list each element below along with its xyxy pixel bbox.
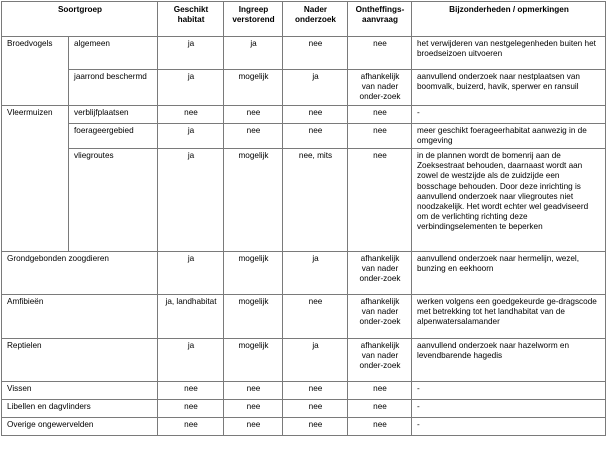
opmerking-cell: -: [412, 418, 606, 436]
opmerking-cell: -: [412, 105, 606, 123]
ingreep-cell: nee: [224, 382, 283, 400]
ingreep-cell: mogelijk: [224, 252, 283, 295]
nader-cell: ja: [283, 252, 348, 295]
ontheffing-cell: nee: [348, 400, 412, 418]
species-assessment-table: [1, 1, 606, 436]
ontheffing-cell: nee: [348, 149, 412, 252]
nader-cell: nee: [283, 37, 348, 70]
ontheffing-cell: nee: [348, 37, 412, 70]
nader-cell: ja: [283, 70, 348, 106]
table-row: [2, 418, 606, 436]
opmerking-cell: aanvullend onderzoek naar nestplaatsen van boomvalk, buizerd, havik, sperwer en ransuil: [412, 70, 606, 106]
ingreep-cell: nee: [224, 400, 283, 418]
subgroup-cell: algemeen: [69, 37, 158, 70]
ontheffing-cell: afhankelijk van nader onder-zoek: [348, 295, 412, 339]
subgroup-cell: jaarrond beschermd: [69, 70, 158, 106]
geschikt-cell: ja: [158, 149, 224, 252]
opmerking-cell: -: [412, 382, 606, 400]
group-cell: Grondgebonden zoogdieren: [2, 252, 158, 295]
ontheffing-cell: afhankelijk van nader onder-zoek: [348, 70, 412, 106]
opmerking-cell: het verwijderen van nestgelegenheden buiten het broedseizoen uitvoeren: [412, 37, 606, 70]
ontheffing-cell: nee: [348, 382, 412, 400]
table-header-row: [2, 2, 606, 37]
subgroup-cell: verblijfplaatsen: [69, 105, 158, 123]
ingreep-cell: nee: [224, 123, 283, 148]
header-soortgroep: Soortgroep: [2, 2, 158, 37]
opmerking-cell: aanvullend onderzoek naar hazelworm en levendbarende hagedis: [412, 339, 606, 382]
geschikt-cell: ja: [158, 70, 224, 106]
geschikt-cell: ja, landhabitat: [158, 295, 224, 339]
opmerking-cell: meer geschikt foerageerhabitat aanwezig in de omgeving: [412, 123, 606, 148]
table-row: [2, 105, 606, 123]
ingreep-cell: nee: [224, 418, 283, 436]
geschikt-cell: ja: [158, 123, 224, 148]
table-row: [2, 149, 606, 252]
group-cell: Reptielen: [2, 339, 158, 382]
table-row: [2, 252, 606, 295]
opmerking-cell: werken volgens een goedgekeurde ge-dragscode met betrekking tot het landhabitat van de alpenwatersalamander: [412, 295, 606, 339]
table-row: [2, 339, 606, 382]
header-geschikt-habitat: Geschikt habitat: [158, 2, 224, 37]
group-cell: Vissen: [2, 382, 158, 400]
header-bijzonderheden: Bijzonderheden / opmerkingen: [412, 2, 606, 37]
group-cell: Libellen en dagvlinders: [2, 400, 158, 418]
table-row: [2, 123, 606, 148]
group-cell: Broedvogels: [2, 37, 69, 106]
table-row: [2, 295, 606, 339]
ingreep-cell: mogelijk: [224, 149, 283, 252]
opmerking-cell: -: [412, 400, 606, 418]
opmerking-cell: aanvullend onderzoek naar hermelijn, wezel, bunzing en eekhoorn: [412, 252, 606, 295]
header-ingreep-verstorend: Ingreep verstorend: [224, 2, 283, 37]
ingreep-cell: nee: [224, 105, 283, 123]
geschikt-cell: ja: [158, 339, 224, 382]
geschikt-cell: nee: [158, 382, 224, 400]
ontheffing-cell: nee: [348, 123, 412, 148]
group-cell: Vleermuizen: [2, 105, 69, 251]
ingreep-cell: mogelijk: [224, 70, 283, 106]
nader-cell: nee: [283, 400, 348, 418]
table-row: [2, 37, 606, 70]
table-row: [2, 382, 606, 400]
header-ontheffingsaanvraag: Ontheffings-aanvraag: [348, 2, 412, 37]
table-row: [2, 400, 606, 418]
ontheffing-cell: nee: [348, 418, 412, 436]
geschikt-cell: nee: [158, 400, 224, 418]
table-row: [2, 70, 606, 106]
nader-cell: nee: [283, 105, 348, 123]
ontheffing-cell: afhankelijk van nader onder-zoek: [348, 252, 412, 295]
subgroup-cell: vliegroutes: [69, 149, 158, 252]
ontheffing-cell: nee: [348, 105, 412, 123]
ingreep-cell: mogelijk: [224, 339, 283, 382]
subgroup-cell: foerageergebied: [69, 123, 158, 148]
ingreep-cell: ja: [224, 37, 283, 70]
ingreep-cell: mogelijk: [224, 295, 283, 339]
geschikt-cell: ja: [158, 37, 224, 70]
header-nader-onderzoek: Nader onderzoek: [283, 2, 348, 37]
nader-cell: nee, mits: [283, 149, 348, 252]
group-cell: Overige ongewervelden: [2, 418, 158, 436]
group-cell: Amfibieën: [2, 295, 158, 339]
nader-cell: nee: [283, 123, 348, 148]
ontheffing-cell: afhankelijk van nader onder-zoek: [348, 339, 412, 382]
nader-cell: nee: [283, 295, 348, 339]
geschikt-cell: ja: [158, 252, 224, 295]
geschikt-cell: nee: [158, 105, 224, 123]
nader-cell: nee: [283, 418, 348, 436]
opmerking-cell: in de plannen wordt de bomenrij aan de Zoeksestraat behouden, daarnaast wordt aan zowel de westzijde als de zuidzijde een bosschage behouden. Door deze inrichting is aanvullend onderzoek naar vliegroutes niet noodzakelijk. Het wordt echter wel geadviseerd om de verlichting richting deze verbindingselementen te beperken: [412, 149, 606, 252]
nader-cell: nee: [283, 382, 348, 400]
nader-cell: ja: [283, 339, 348, 382]
geschikt-cell: nee: [158, 418, 224, 436]
